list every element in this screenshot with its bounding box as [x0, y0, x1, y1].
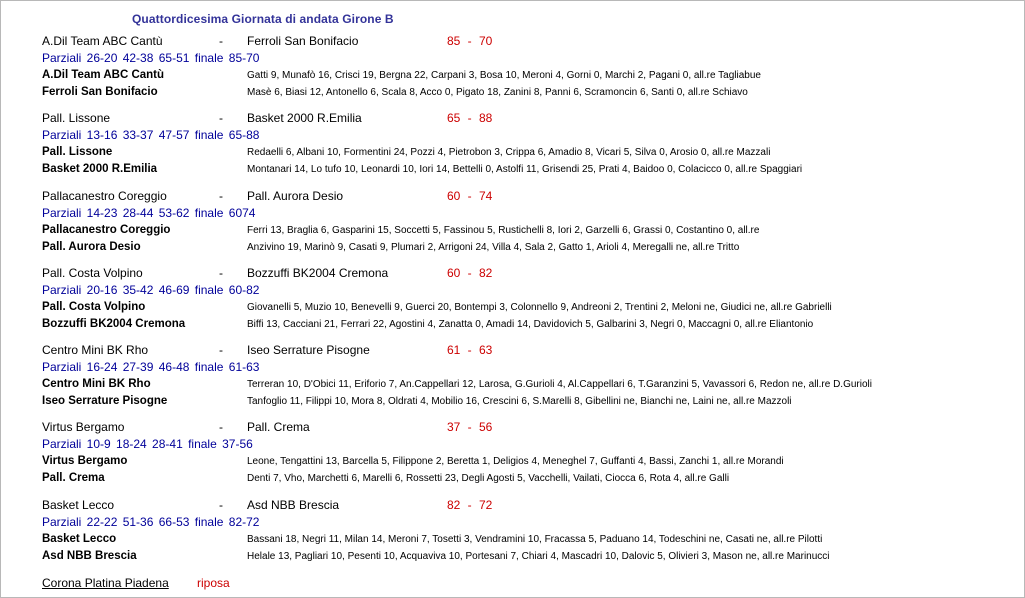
- partial-scores: Parziali 14-23 28-44 53-62 finale 6074: [42, 206, 256, 220]
- home-team: Centro Mini BK Rho: [42, 343, 149, 357]
- lineup-players: Denti 7, Vho, Marchetti 6, Marelli 6, Rossetti 23, Degli Agosti 5, Vacchelli, Vailati, Ciocca 6, Rota 4, all.re Galli: [247, 473, 730, 484]
- lineup-players: Helale 13, Pagliari 10, Pesenti 10, Acquaviva 10, Portesani 7, Chiari 4, Mascadri 10, Dalovic 5, Olivieri 3, Mason ne, all.re Marinucci: [247, 551, 830, 562]
- partial-scores: Parziali 13-16 33-37 47-57 finale 65-88: [42, 128, 260, 142]
- lineup-team-name: Pall. Crema: [42, 472, 105, 484]
- lineup-players: Anzivino 19, Marinò 9, Casati 9, Plumari 2, Arrigoni 24, Villa 4, Sala 2, Gatto 1, Arioli 4, Meregalli ne, all.re Tritto: [247, 242, 740, 253]
- lineup-team-name: Centro Mini BK Rho: [42, 378, 151, 390]
- away-team: Bozzuffi BK2004 Cremona: [247, 266, 389, 280]
- lineup-players: Leone, Tengattini 13, Barcella 5, Filippone 2, Beretta 1, Deligios 4, Meneghel 7, Guffanti 4, Bassi, Zanchi 1, all.re Morandi: [247, 456, 784, 467]
- home-team: Virtus Bergamo: [42, 420, 125, 434]
- lineup-team-name: Basket 2000 R.Emilia: [42, 163, 158, 175]
- away-team: Pall. Crema: [247, 420, 310, 434]
- final-score: 61 - 63: [447, 343, 493, 357]
- away-team: Asd NBB Brescia: [247, 498, 340, 512]
- lineup-players: Giovanelli 5, Muzio 10, Benevelli 9, Guerci 20, Bontempi 3, Colonnello 9, Andreoni 2, Trentini 2, Meloni ne, Giudici ne, all.re Gabrielli: [247, 302, 832, 313]
- home-team: Basket Lecco: [42, 498, 115, 512]
- vs-dash: -: [219, 34, 223, 48]
- final-score: 85 - 70: [447, 34, 493, 48]
- lineup-players: Redaelli 6, Albani 10, Formentini 24, Pozzi 4, Pietrobon 3, Crippa 6, Amadio 8, Vicari 5, Silva 0, Arosio 0, all.re Mazzali: [247, 147, 771, 158]
- vs-dash: -: [219, 189, 223, 203]
- home-team: Pall. Lissone: [42, 111, 111, 125]
- partial-scores: Parziali 16-24 27-39 46-48 finale 61-63: [42, 360, 260, 374]
- final-score: 37 - 56: [447, 420, 493, 434]
- lineup-players: Gatti 9, Munafò 16, Crisci 19, Bergna 22, Carpani 3, Bosa 10, Meroni 4, Gorni 0, Marchi 2, Pagani 0, all.re Tagliabue: [247, 70, 761, 81]
- resting-team: [42, 575, 230, 592]
- lineup-players: Ferri 13, Braglia 6, Gasparini 15, Soccetti 5, Fassinou 5, Rustichelli 8, Iori 2, Garzelli 6, Grassi 0, Costantino 0, all.re: [247, 225, 760, 236]
- lineup-team-name: Pallacanestro Coreggio: [42, 224, 171, 236]
- lineup-team-name: Basket Lecco: [42, 533, 117, 545]
- resting-team-name[interactable]: Corona Platina Piadena: [42, 576, 169, 590]
- partial-scores: Parziali 10-9 18-24 28-41 finale 37-56: [42, 437, 253, 451]
- vs-dash: -: [219, 420, 223, 434]
- home-team: A.Dil Team ABC Cantù: [42, 34, 163, 48]
- lineup-players: Bassani 18, Negri 11, Milan 14, Meroni 7, Tosetti 3, Vendramini 10, Fracassa 5, Paduano 14, Todeschini ne, Casati ne, all.re Pilotti: [247, 534, 823, 545]
- resting-label: riposa: [197, 576, 230, 590]
- vs-dash: -: [219, 343, 223, 357]
- lineup-team-name: A.Dil Team ABC Cantù: [42, 69, 165, 81]
- away-team: Pall. Aurora Desio: [247, 189, 344, 203]
- lineup-team-name: Pall. Lissone: [42, 146, 113, 158]
- partial-scores: Parziali 20-16 35-42 46-69 finale 60-82: [42, 283, 260, 297]
- lineup-team-name: Bozzuffi BK2004 Cremona: [42, 318, 186, 330]
- away-team: Iseo Serrature Pisogne: [247, 343, 370, 357]
- away-team: Ferroli San Bonifacio: [247, 34, 359, 48]
- final-score: 60 - 82: [447, 266, 493, 280]
- vs-dash: -: [219, 111, 223, 125]
- vs-dash: -: [219, 266, 223, 280]
- lineup-players: Terreran 10, D'Obici 11, Eriforio 7, An.Cappellari 12, Larosa, G.Gurioli 4, Al.Cappellari 6, T.Garanzini 5, Vavassori 6, Redon ne, all.re D.Gurioli: [247, 379, 872, 390]
- lineup-team-name: Pall. Costa Volpino: [42, 301, 146, 313]
- away-team: Basket 2000 R.Emilia: [247, 111, 362, 125]
- partial-scores: Parziali 22-22 51-36 66-53 finale 82-72: [42, 515, 260, 529]
- lineup-team-name: Virtus Bergamo: [42, 455, 128, 467]
- home-team: Pall. Costa Volpino: [42, 266, 143, 280]
- lineup-players: Masè 6, Biasi 12, Antonello 6, Scala 8, Acco 0, Pigato 18, Zanini 8, Panni 6, Scramoncin 6, Santi 0, all.re Schiavo: [247, 87, 748, 98]
- final-score: 65 - 88: [447, 111, 493, 125]
- home-team: Pallacanestro Coreggio: [42, 189, 167, 203]
- lineup-team-name: Ferroli San Bonifacio: [42, 86, 158, 98]
- final-score: 82 - 72: [447, 498, 493, 512]
- lineup-team-name: Pall. Aurora Desio: [42, 241, 141, 253]
- lineup-players: Biffi 13, Cacciani 21, Ferrari 22, Agostini 4, Zanatta 0, Amadi 14, Davidovich 5, Galbarini 3, Negri 0, Maccagni 0, all.re Eliantonio: [247, 319, 814, 330]
- lineup-players: Tanfoglio 11, Filippi 10, Mora 8, Oldrati 4, Mobilio 16, Crescini 6, S.Marelli 8, Gibellini ne, Bianchi ne, Laini ne, all.re Mazzoli: [247, 396, 792, 407]
- partial-scores: Parziali 26-20 42-38 65-51 finale 85-70: [42, 51, 260, 65]
- lineup-players: Montanari 14, Lo tufo 10, Leonardi 10, Iori 14, Bettelli 0, Astolfi 11, Grisendi 25, Prati 4, Baidoo 0, Colacicco 0, all.re Spaggiari: [247, 164, 803, 175]
- page-title: Quattordicesima Giornata di andata Girone B: [132, 12, 394, 26]
- lineup-team-name: Asd NBB Brescia: [42, 550, 137, 562]
- vs-dash: -: [219, 498, 223, 512]
- lineup-team-name: Iseo Serrature Pisogne: [42, 395, 168, 407]
- final-score: 60 - 74: [447, 189, 493, 203]
